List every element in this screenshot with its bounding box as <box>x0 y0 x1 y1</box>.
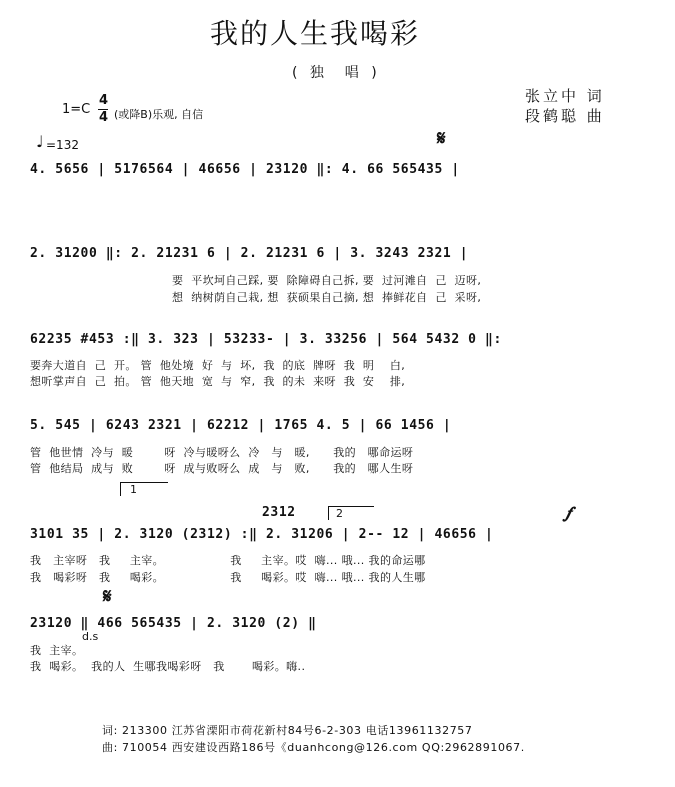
notation-line-1: 4. 5656 | 5176564 | 46656 | 23120 ‖: 4. 66 565435 | <box>30 162 460 177</box>
volta-1-bracket <box>120 482 121 496</box>
dal-segno-mark: d.s <box>82 630 99 643</box>
lyric-line-3b: 想听掌声自 己 拍。 管 他天地 宽 与 窄, 我 的未 来呀 我 安 排, <box>30 375 406 388</box>
segno-icon: 𝄋 <box>437 126 446 150</box>
lyric-line-2a: 要 平坎坷自己踩, 要 除障碍自己拆, 要 过河滩自 己 迈呀, <box>172 274 482 287</box>
notation-line-2: 2. 31200 ‖: 2. 21231 6 | 2. 21231 6 | 3. 3243 2321 | <box>30 246 469 261</box>
notation-line-3: 62235 #453 :‖ 3. 323 | 53233- | 3. 33256 | 564 5432 0 ‖: <box>30 332 502 347</box>
lyric-line-6a: 我 主宰。 <box>30 644 84 657</box>
notation-line-5: 3101 35 | 2. 3120 (2312) :‖ 2. 31206 | 2-- 12 | 46656 | <box>30 527 494 542</box>
lyric-line-5b: 我 喝彩呀 我 喝彩。 我 喝彩。哎 嗨... 哦... 我的人生哪 <box>30 571 426 584</box>
performance-mood: (或降B)乐观, 自信 <box>114 108 204 121</box>
lyric-line-2b: 想 纳树荫自己栽, 想 获硕果自己摘, 想 捧鲜花自 己 采呀, <box>172 291 482 304</box>
lyric-line-4b: 管 他结局 成与 败 呀 成与败呀么 成 与 败, 我的 哪人生呀 <box>30 462 414 475</box>
volta-2-number: 2 <box>336 507 343 520</box>
notation-line-5-upper: 2312 <box>262 505 296 520</box>
lyricist-credit: 张立中 词 <box>525 87 605 105</box>
time-signature-bottom: 4 <box>99 110 109 125</box>
song-title: 我的人生我喝彩 <box>210 17 421 50</box>
lyric-line-6b: 我 喝彩。 我的人 生哪我喝彩呀 我 喝彩。嗨.. <box>30 660 306 673</box>
key-signature: 1=C <box>62 102 91 117</box>
tempo-marking: =132 <box>46 138 79 152</box>
volta-2-line <box>328 506 374 507</box>
forte-icon: 𝆑 <box>566 503 572 522</box>
composer-contact: 曲: 710054 西安建设西路186号《duanhcong@126.com QQ:2962891067. <box>102 741 525 754</box>
volta-1-line <box>120 482 168 483</box>
volta-1-number: 1 <box>130 483 137 496</box>
segno-icon: 𝄋 <box>103 584 112 608</box>
performance-type: ( 独 唱 ) <box>292 65 381 81</box>
notation-line-4: 5. 545 | 6243 2321 | 62212 | 1765 4. 5 | 66 1456 | <box>30 418 452 433</box>
lyric-line-4a: 管 他世情 冷与 暖 呀 冷与暖呀么 冷 与 暖, 我的 哪命运呀 <box>30 446 414 459</box>
quarter-note-icon: ♩ <box>36 132 44 151</box>
lyric-line-5a: 我 主宰呀 我 主宰。 我 主宰。哎 嗨... 哦... 我的命运哪 <box>30 554 426 567</box>
notation-line-6: 23120 ‖ 466 565435 | 2. 3120 (2) ‖ <box>30 616 317 631</box>
lyric-line-3a: 要奔大道自 己 开。 管 他处境 好 与 坏, 我 的底 牌呀 我 明 白, <box>30 359 406 372</box>
volta-2-bracket <box>328 506 329 520</box>
composer-credit: 段鹤聪 曲 <box>525 107 605 125</box>
time-signature-top: 4 <box>99 93 109 108</box>
lyricist-contact: 词: 213300 江苏省溧阳市荷花新村84号6-2-303 电话13961132757 <box>102 724 473 737</box>
